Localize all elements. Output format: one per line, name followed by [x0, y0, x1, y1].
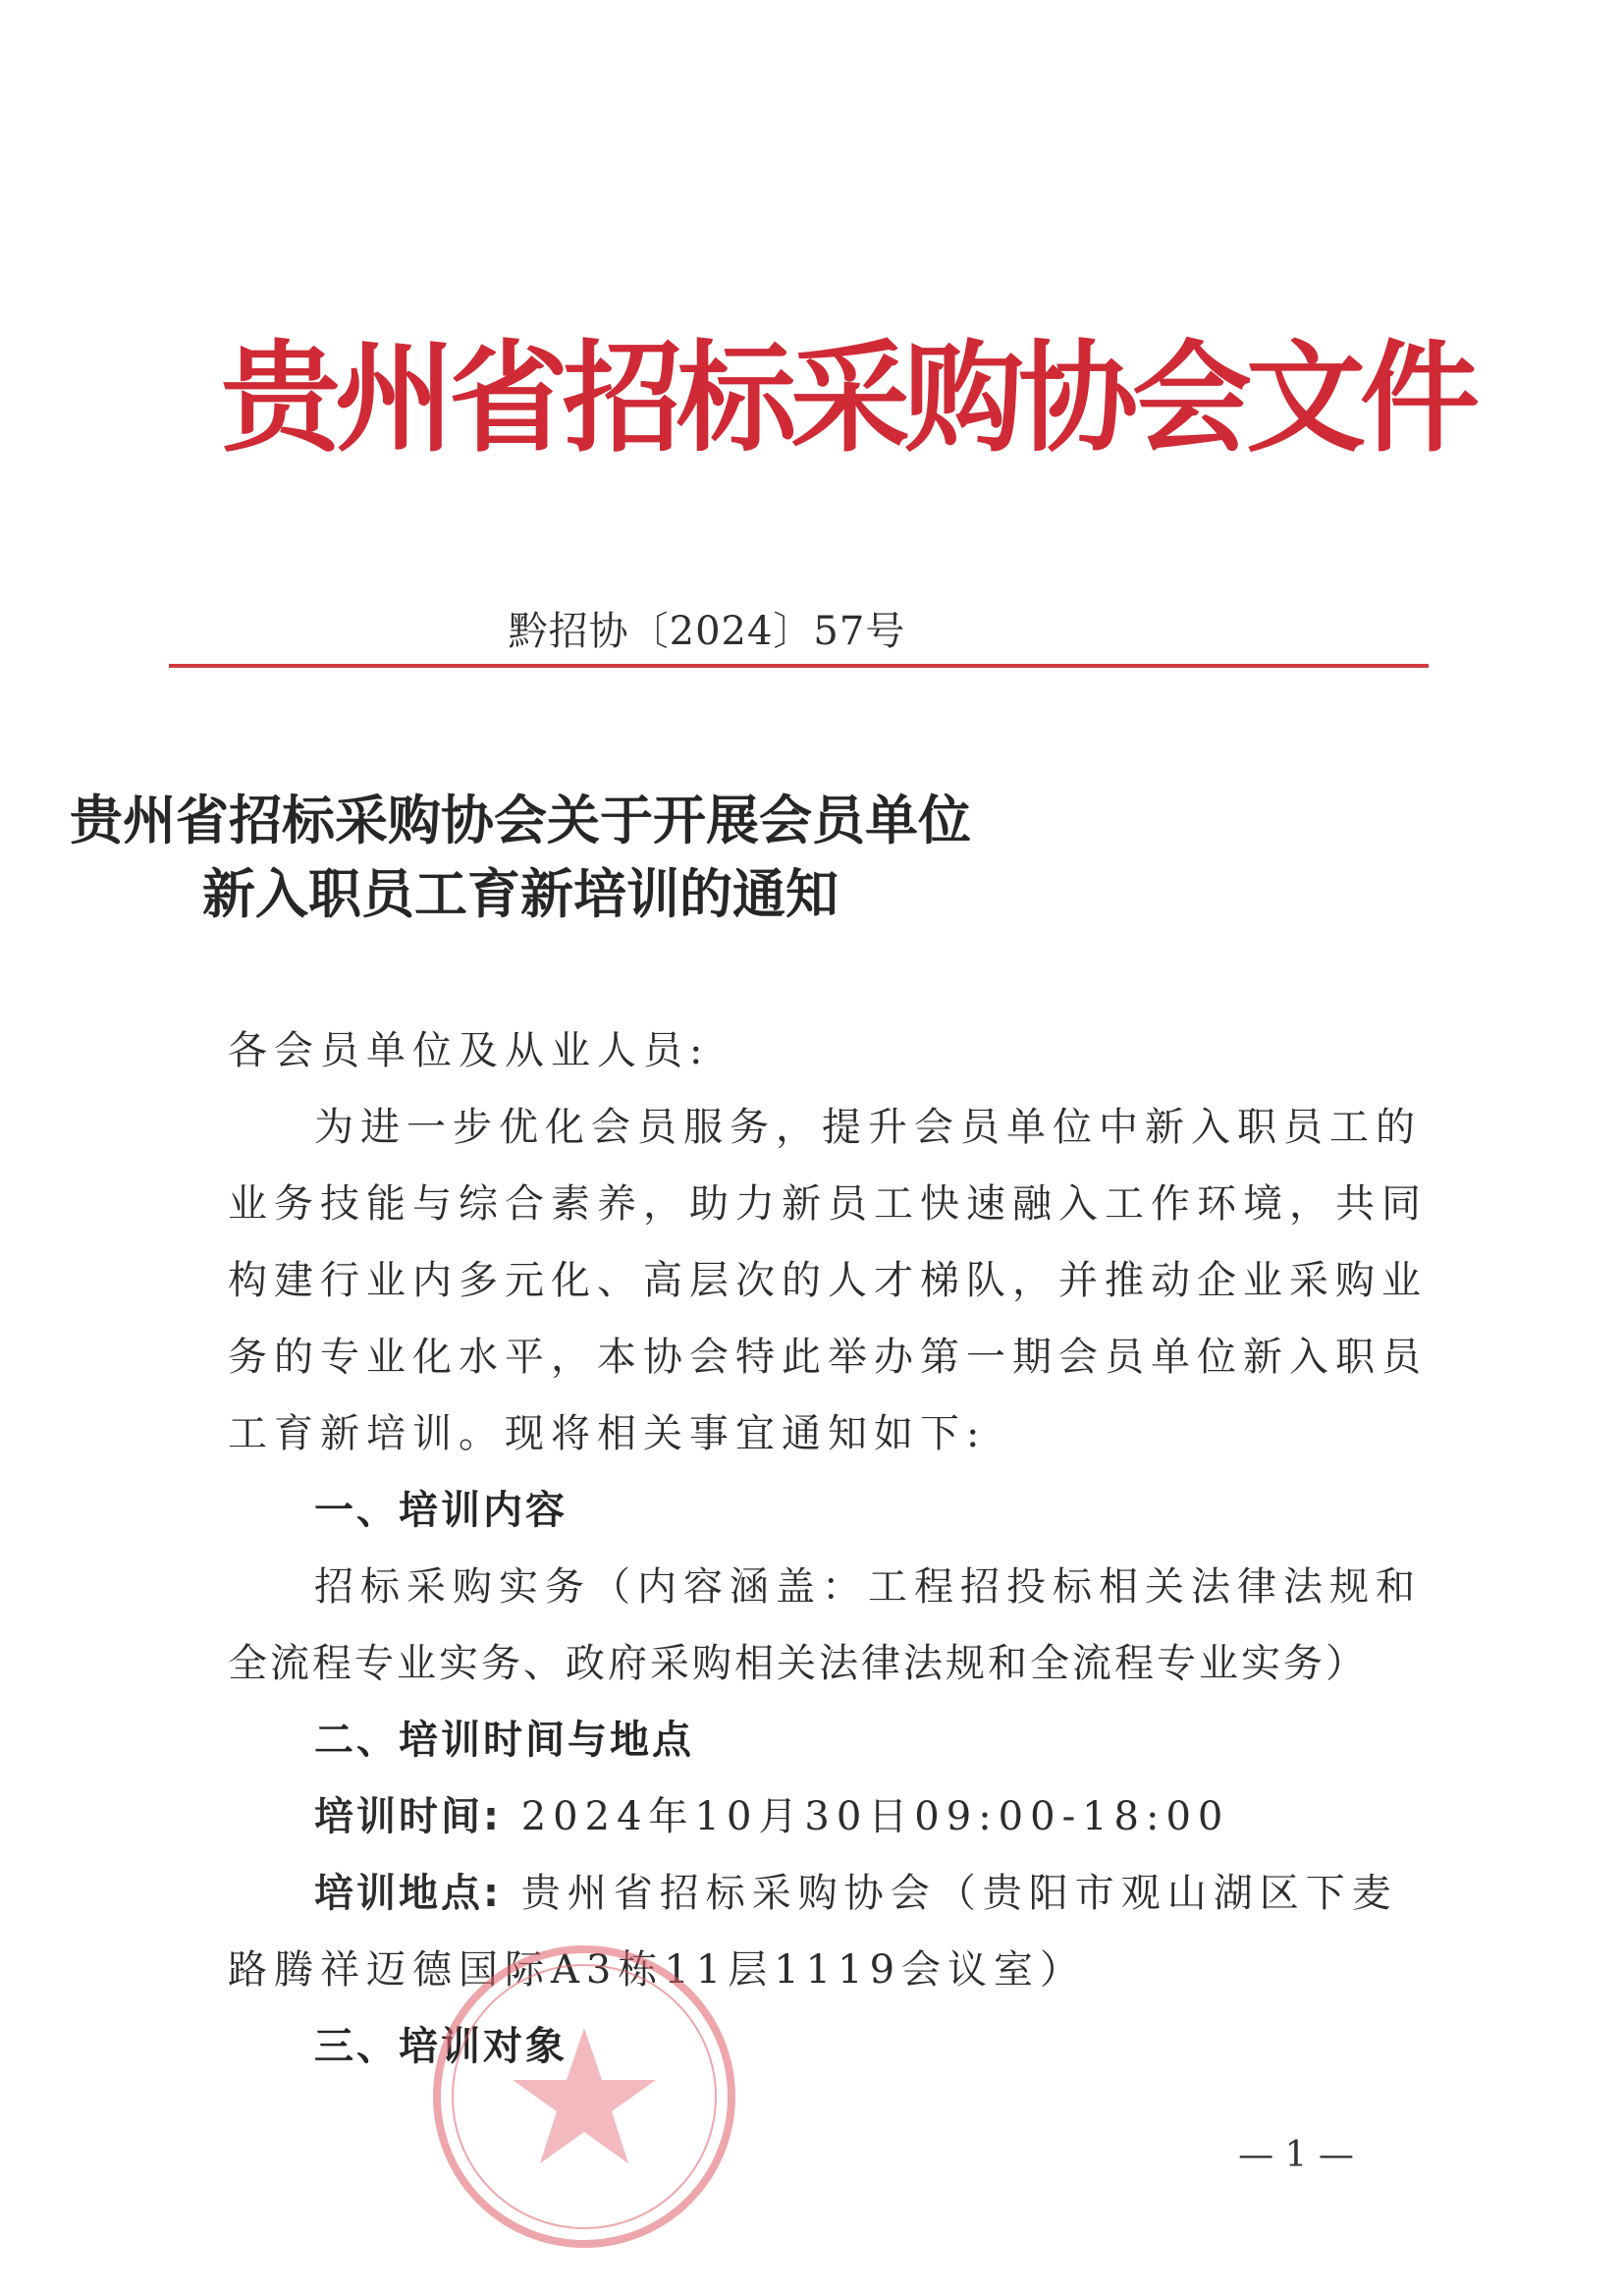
section-1-heading: 一、培训内容: [314, 1488, 568, 1533]
issuer-header-title: 贵州省招标采购协会文件: [221, 327, 1474, 468]
section-1-line-2: 全流程专业实务、政府采购相关法律法规和全流程专业实务）: [228, 1641, 1368, 1686]
intro-line-3: 构建行业内多元化、高层次的人才梯队，并推动企业采购业: [228, 1258, 1428, 1303]
section-2-heading: 二、培训时间与地点: [314, 1718, 694, 1763]
intro-line-1: 为进一步优化会员服务，提升会员单位中新入职员工的: [314, 1105, 1422, 1150]
training-place-value-line-1: 贵州省招标采购协会（贵阳市观山湖区下麦: [520, 1871, 1398, 1916]
section-1-line-1: 招标采购实务（内容涵盖：工程招投标相关法律法规和: [314, 1564, 1422, 1610]
intro-line-5: 工育新培训。现将相关事宜通知如下:: [228, 1411, 987, 1456]
notice-title-line-2: 新入职员工育新培训的通知: [202, 862, 839, 925]
salutation: 各会员单位及从业人员:: [228, 1028, 710, 1073]
official-seal-stamp: [422, 1935, 746, 2259]
training-place-label: 培训地点:: [314, 1871, 502, 1916]
training-time-value: 2024年10月30日09:00-18:00: [520, 1794, 1230, 1839]
training-place-row: [314, 1864, 1522, 1923]
training-time-row: [314, 1787, 1522, 1846]
training-place-value-line-2: 路腾祥迈德国际A3栋11层1119会议室）: [228, 1947, 1087, 1993]
training-time-label: 培训时间:: [314, 1794, 502, 1839]
page-number: — 1 —: [1238, 2135, 1354, 2175]
document-number: 黔招协〔2024〕57号: [508, 609, 906, 654]
intro-line-2: 业务技能与综合素养，助力新员工快速融入工作环境，共同: [228, 1181, 1428, 1227]
red-divider-line: [169, 664, 1429, 668]
section-3-heading: 三、培训对象: [314, 2024, 568, 2069]
intro-line-4: 务的专业化水平，本协会特此举办第一期会员单位新入职员: [228, 1335, 1428, 1380]
notice-title-line-1: 贵州省招标采购协会关于开展会员单位: [70, 789, 971, 851]
